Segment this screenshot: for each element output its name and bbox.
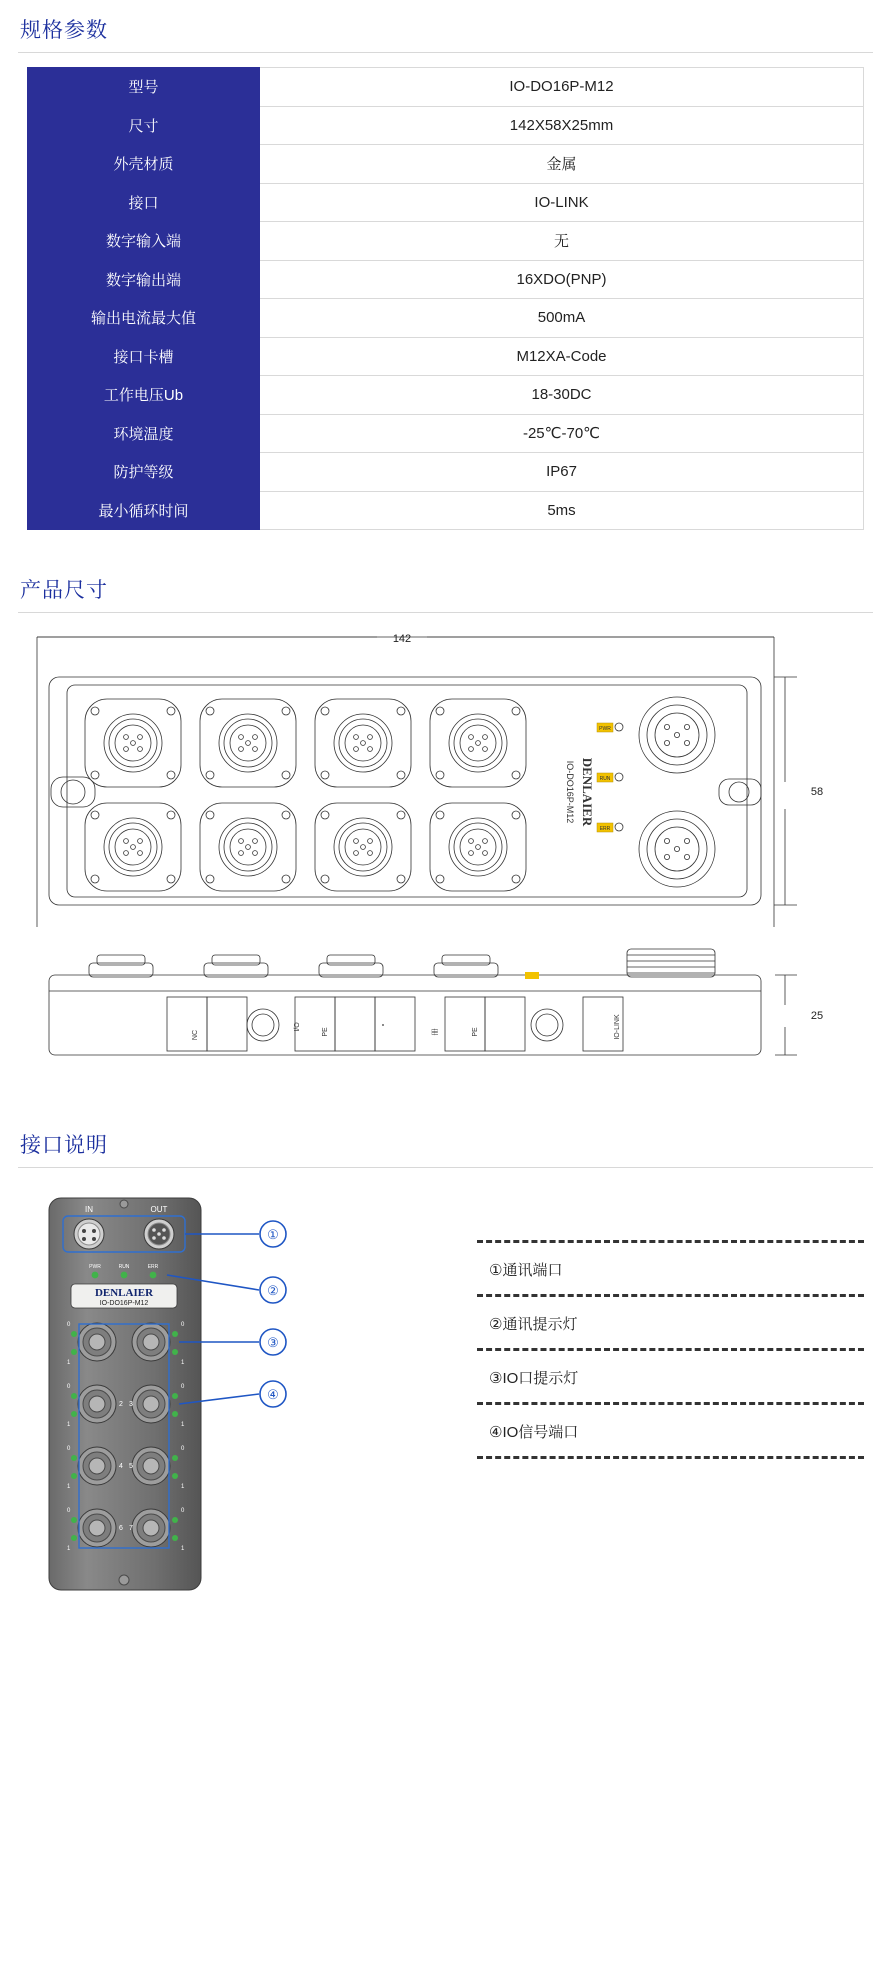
dimension-section-title: 产品尺寸 bbox=[18, 560, 873, 613]
channel-label: 1 bbox=[181, 1546, 185, 1552]
label-out: OUT bbox=[150, 1205, 168, 1214]
channel-label: 1 bbox=[181, 1422, 185, 1428]
bottom-label-nc: NC bbox=[192, 1029, 199, 1041]
led-label-run: RUN bbox=[599, 776, 611, 782]
bottom-label-iolink: IO-LINK bbox=[614, 1014, 621, 1040]
port-number: 6 bbox=[119, 1525, 123, 1532]
table-row bbox=[28, 145, 864, 184]
spec-key: 外壳材质 bbox=[28, 145, 260, 184]
model-label: IO-DO16P-M12 bbox=[99, 1300, 149, 1307]
led-label-run: RUN bbox=[118, 1264, 130, 1270]
spec-value: 5ms bbox=[260, 491, 864, 530]
spec-key: 接口卡槽 bbox=[28, 337, 260, 376]
bottom-label-shield: 冊 bbox=[432, 1028, 439, 1036]
spec-value: M12XA-Code bbox=[260, 337, 864, 376]
table-row bbox=[28, 260, 864, 299]
dimension-drawing bbox=[27, 627, 864, 1085]
table-row bbox=[28, 376, 864, 415]
channel-label: 0 bbox=[67, 1384, 71, 1390]
spec-key: 接口 bbox=[28, 183, 260, 222]
channel-label: 0 bbox=[67, 1322, 71, 1328]
channel-label: 1 bbox=[67, 1422, 71, 1428]
channel-label: 0 bbox=[67, 1508, 71, 1514]
channel-label: 1 bbox=[181, 1484, 185, 1490]
spec-key: 尺寸 bbox=[28, 106, 260, 145]
led-label-pwr: PWR bbox=[89, 1264, 101, 1270]
bottom-label-io: I/O bbox=[294, 1022, 301, 1032]
spec-key: 型号 bbox=[28, 68, 260, 107]
spec-value: 16XDO(PNP) bbox=[260, 260, 864, 299]
interface-illustration bbox=[27, 1182, 864, 1612]
spec-key: 数字输出端 bbox=[28, 260, 260, 299]
legend-item-comm-led: ②通讯提示灯 bbox=[489, 1316, 578, 1333]
spec-value: IO-DO16P-M12 bbox=[260, 68, 864, 107]
table-row bbox=[28, 68, 864, 107]
table-row bbox=[28, 337, 864, 376]
callout-4: ④ bbox=[267, 1387, 279, 1402]
channel-label: 1 bbox=[181, 1360, 185, 1366]
port-number: 4 bbox=[119, 1463, 123, 1470]
spec-value: IO-LINK bbox=[260, 183, 864, 222]
legend-list bbox=[477, 1182, 864, 1459]
channel-label: 0 bbox=[181, 1446, 185, 1452]
channel-label: 1 bbox=[67, 1360, 71, 1366]
port-number: 2 bbox=[119, 1401, 123, 1408]
callout-1: ① bbox=[267, 1227, 279, 1242]
table-row bbox=[28, 414, 864, 453]
spec-section-title: 规格参数 bbox=[18, 0, 873, 53]
table-row bbox=[28, 222, 864, 261]
port-number: 5 bbox=[129, 1463, 133, 1470]
led-label-err: ERR bbox=[147, 1264, 159, 1270]
led-err bbox=[150, 1272, 157, 1279]
dim-brand-label: DENLAIER bbox=[580, 757, 595, 827]
device-photo bbox=[27, 1182, 457, 1607]
label-in: IN bbox=[85, 1205, 93, 1214]
spec-table bbox=[27, 67, 864, 530]
port-number: 7 bbox=[129, 1525, 133, 1532]
spec-key: 输出电流最大值 bbox=[28, 299, 260, 338]
spec-key: 数字输入端 bbox=[28, 222, 260, 261]
channel-label: 1 bbox=[67, 1546, 71, 1552]
spec-value: -25℃-70℃ bbox=[260, 414, 864, 453]
led-label-pwr: PWR bbox=[599, 726, 611, 732]
spec-key: 环境温度 bbox=[28, 414, 260, 453]
spec-key: 工作电压Ub bbox=[28, 376, 260, 415]
legend-item-io-port: ④IO信号端口 bbox=[489, 1424, 579, 1441]
table-row bbox=[28, 299, 864, 338]
interface-section-title: 接口说明 bbox=[18, 1115, 873, 1168]
channel-label: 0 bbox=[67, 1446, 71, 1452]
spec-value: IP67 bbox=[260, 453, 864, 492]
dim-depth-label: 25 bbox=[810, 1010, 824, 1022]
bottom-label-pe2: PE bbox=[472, 1027, 479, 1037]
brand-label: DENLAIER bbox=[94, 1287, 154, 1299]
spec-value: 142X58X25mm bbox=[260, 106, 864, 145]
spec-value: 无 bbox=[260, 222, 864, 261]
channel-label: 0 bbox=[181, 1384, 185, 1390]
dim-height-label: 58 bbox=[810, 786, 824, 798]
legend-item-io-led: ③IO口提示灯 bbox=[489, 1370, 579, 1387]
spec-value: 金属 bbox=[260, 145, 864, 184]
spec-value: 18-30DC bbox=[260, 376, 864, 415]
bottom-label-pe: PE bbox=[322, 1027, 329, 1037]
legend-divider bbox=[477, 1456, 864, 1459]
spec-key: 防护等级 bbox=[28, 453, 260, 492]
callout-2: ② bbox=[267, 1283, 279, 1298]
channel-label: 0 bbox=[181, 1508, 185, 1514]
led-pwr bbox=[92, 1272, 99, 1279]
channel-label: 1 bbox=[67, 1484, 71, 1490]
callout-3: ③ bbox=[267, 1335, 279, 1350]
table-row bbox=[28, 453, 864, 492]
legend-item-comm-port: ①通讯端口 bbox=[489, 1262, 563, 1279]
led-run bbox=[121, 1272, 128, 1279]
dim-width-label: 142 bbox=[392, 633, 412, 645]
channel-label: 0 bbox=[181, 1322, 185, 1328]
spec-value: 500mA bbox=[260, 299, 864, 338]
led-label-err: ERR bbox=[599, 826, 611, 832]
port-number: 3 bbox=[129, 1401, 133, 1408]
table-row bbox=[28, 491, 864, 530]
dim-model-label: IO-DO16P-M12 bbox=[565, 760, 575, 824]
table-row bbox=[28, 106, 864, 145]
table-row bbox=[28, 183, 864, 222]
spec-key: 最小循环时间 bbox=[28, 491, 260, 530]
